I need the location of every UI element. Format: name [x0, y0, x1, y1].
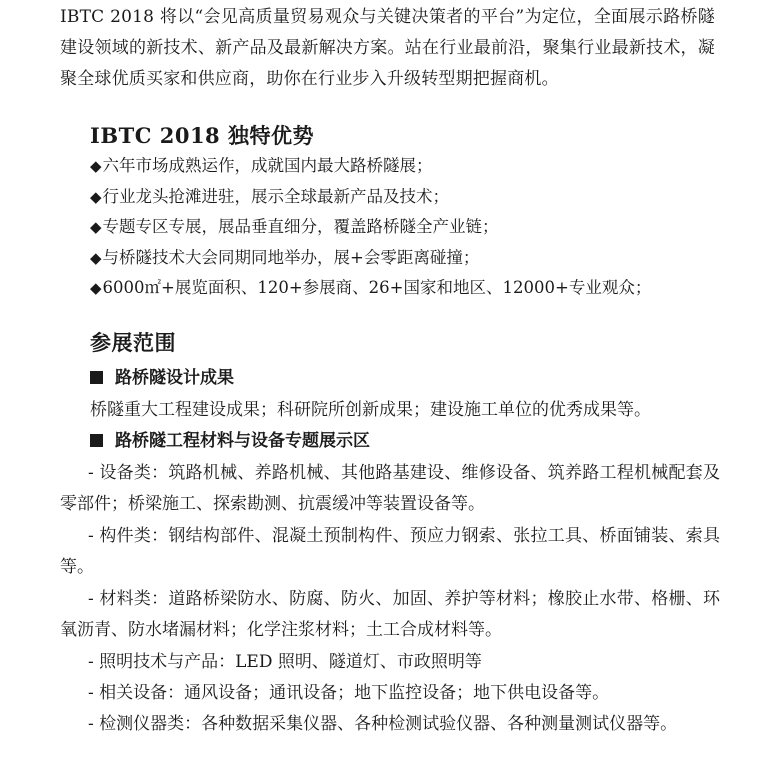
advantages-heading: IBTC 2018 独特优势 — [90, 123, 314, 148]
section-text-design: 桥隧重大工程建设成果；科研院所创新成果；建设施工单位的优秀成果等。 — [90, 400, 651, 420]
scope-item-lighting: - 照明技术与产品：LED 照明、隧道灯、市政照明等 — [88, 652, 482, 672]
diamond-bullet-icon: ◆ — [90, 218, 102, 236]
advantages-list — [90, 151, 651, 304]
scope-item-components: - 构件类：钢结构部件、混凝土预制构件、预应力钢索、张拉工具、桥面铺装、索具等。 — [60, 526, 720, 577]
section-heading-text: 路桥隧工程材料与设备专题展示区 — [115, 431, 370, 451]
diamond-bullet-icon: ◆ — [90, 248, 102, 267]
square-bullet-icon — [90, 434, 103, 447]
list-item-text: 六年市场成熟运作，成就国内最大路桥隧展； — [102, 156, 433, 175]
list-item-text: 专题专区专展，展品垂直细分，覆盖路桥隧全产业链； — [102, 217, 499, 236]
scope-heading: 参展范围 — [90, 330, 176, 355]
diamond-bullet-icon: ◆ — [90, 279, 102, 297]
list-item — [90, 243, 651, 274]
diamond-bullet-icon: ◆ — [90, 187, 102, 206]
list-item-text: 行业龙头抢滩进驻，展示全球最新产品及技术； — [102, 186, 450, 206]
list-item — [90, 182, 651, 213]
scope-item-materials: - 材料类：道路桥梁防水、防腐、防火、加固、养护等材料；橡胶止水带、格栅、环氧沥青、防水堵漏材料；化学注浆材料；土工合成材料等。 — [60, 589, 720, 640]
list-item — [90, 151, 651, 182]
list-item-text: 6000㎡+展览面积、120+参展商、26+国家和地区、12000+专业观众； — [102, 278, 652, 297]
scope-item-equipment: - 设备类：筑路机械、养路机械、其他路基建设、维修设备、筑养路工程机械配套及零部件；桥梁施工、探索勘测、抗震缓冲等装置设备等。 — [60, 463, 720, 514]
list-item — [90, 212, 651, 243]
section-heading-design — [90, 363, 234, 393]
scope-item-instruments: - 检测仪器类：各种数据采集仪器、各种检测试验仪器、各种测量测试仪器等。 — [88, 714, 678, 734]
diamond-bullet-icon: ◆ — [90, 157, 102, 175]
list-item-text: 与桥隧技术大会同期同地举办，展+会零距离碰撞； — [102, 247, 480, 267]
intro-paragraph: IBTC 2018 将以“会见高质量贸易观众与关键决策者的平台”为定位，全面展示路桥隧建设领域的新技术、新产品及最新解决方案。站在行业最前沿，聚集行业最新技术，凝聚全球优质买家和供应商，助你在行业步入升级转型期把握商机。 — [60, 7, 715, 89]
square-bullet-icon — [90, 371, 103, 384]
list-item — [90, 273, 651, 304]
scope-item-related-equipment: - 相关设备：通风设备；通讯设备；地下监控设备；地下供电设备等。 — [88, 683, 610, 703]
section-heading-materials — [90, 426, 370, 456]
section-heading-text: 路桥隧设计成果 — [115, 368, 234, 388]
